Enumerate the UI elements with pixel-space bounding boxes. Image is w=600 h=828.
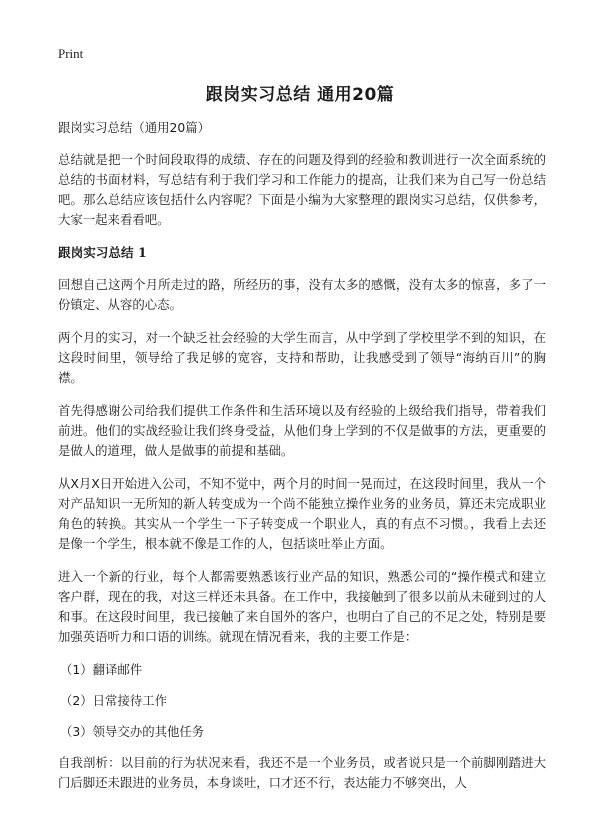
section-heading: 跟岗实习总结 1	[58, 245, 147, 260]
body-paragraph: 回想自己这两个月所走过的路，所经历的事，没有太多的感慨，没有太多的惊喜，多了一份镇定、从容的心态。	[58, 277, 546, 312]
list-item: （2）日常接待工作	[60, 693, 168, 708]
document-title: 跟岗实习总结 通用20篇	[205, 85, 395, 105]
intro-paragraph: 总结就是把一个时间段取得的成绩、存在的问题及得到的经验和教训进行一次全面系统的总结的书面材料，写总结有利于我们学习和工作能力的提高，让我们来为自己写一份总结吧。那么总结应该包括什么内容呢？下面是小编为大家整理的跟岗实习总结，仅供参考，大家一起来看看吧。	[58, 152, 546, 227]
closing-paragraph: 自我剖析：以目前的行为状况来看，我还不是一个业务员，或者说只是一个前脚刚踏进大门后脚还未跟进的业务员，本身谈吐，口才还不行，表达能力不够突出，人	[58, 755, 546, 790]
document-subtitle: 跟岗实习总结（通用20篇）	[58, 120, 211, 135]
print-label: Print	[58, 46, 84, 61]
body-paragraph: 进入一个新的行业，每个人都需要熟悉该行业产品的知识，熟悉公司的“操作模式和建立客户群，现在的我，对这三样还未具备。在工作中，我接触到了很多以前从未碰到过的人和事。在这段时间里，我已接触了来自国外的客户，也明白了自己的不足之处，特别是要加强英语听力和口语的训练。就现在情况看来，我的主要工作是：	[58, 569, 546, 644]
body-paragraph: 两个月的实习，对一个缺乏社会经验的大学生而言，从中学到了学校里学不到的知识，在这段时间里，领导给了我足够的宽容，支持和帮助，让我感受到了领导“海纳百川”的胸襟。	[58, 330, 546, 385]
body-paragraph: 从X月X日开始进入公司，不知不觉中，两个月的时间一晃而过，在这段时间里，我从一个对产品知识一无所知的新人转变成为一个尚不能独立操作业务的业务员，算还未完成职业角色的转换。其实从一个学生一下子转变成一个职业人，真的有点不习惯。，我看上去还是像一个学生，根本就不像是工作的人，包括谈吐举止方面。	[58, 476, 546, 551]
list-item: （3）领导交办的其他任务	[60, 724, 205, 739]
body-paragraph: 首先得感谢公司给我们提供工作条件和生活环境以及有经验的上级给我们指导，带着我们前进。他们的实战经验让我们终身受益，从他们身上学到的不仅是做事的方法，更重要的是做人的道理，做人是做事的前提和基础。	[58, 403, 546, 458]
document-body	[58, 118, 546, 806]
list-item: （1）翻译邮件	[60, 662, 143, 677]
